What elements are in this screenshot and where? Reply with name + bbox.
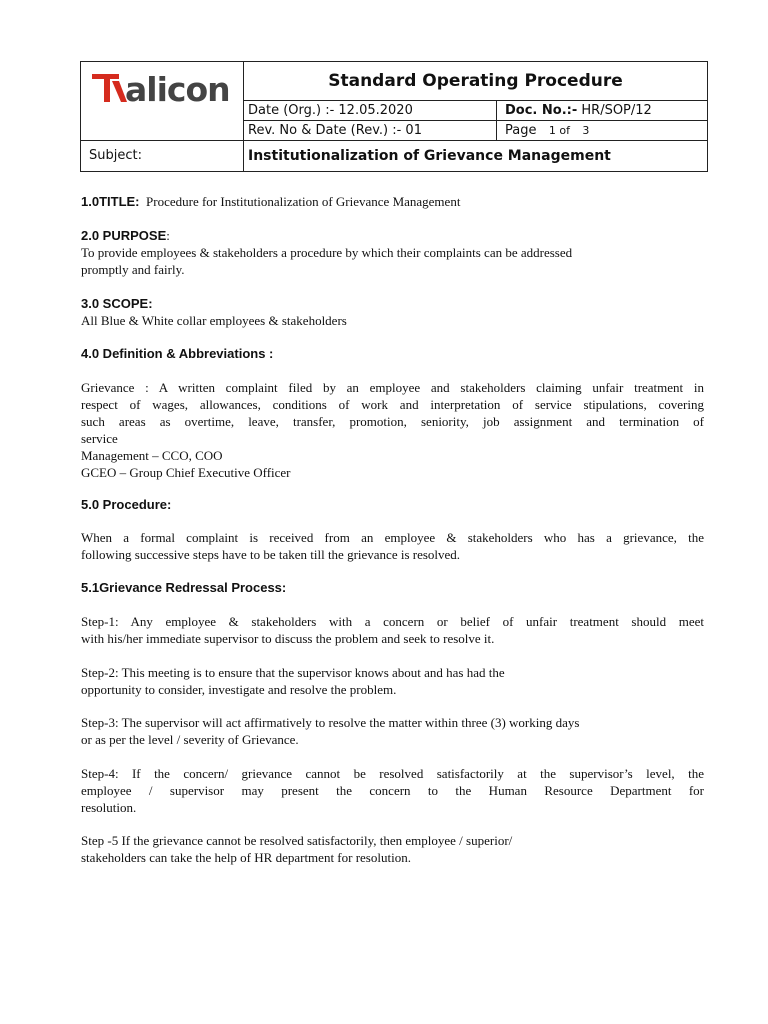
- step2-line-1: Step-2: This meeting is to ensure that the supervisor knows about and has had the: [81, 665, 505, 680]
- title-heading: 1.0TITLE:: [81, 194, 140, 209]
- gceo-def: GCEO – Group Chief Executive Officer: [81, 465, 291, 480]
- alicon-logo: [89, 68, 239, 108]
- section-purpose: [81, 227, 704, 278]
- procedure-line-2: following successive steps have to be taken till the grievance is resolved.: [81, 547, 461, 562]
- grievance-def-line-1: Grievance : A written complaint filed by an employee and stakeholders claiming unfair treatment in: [81, 380, 704, 395]
- purpose-line-2: promptly and fairly.: [81, 262, 185, 277]
- page-indicator: [497, 121, 707, 141]
- logo-cell: [81, 62, 244, 141]
- page-label: Page: [505, 123, 537, 138]
- step5-line-2: stakeholders can take the help of HR department for resolution.: [81, 850, 411, 865]
- step-4: [81, 765, 704, 816]
- grievance-def-line-2: respect of wages, allowances, conditions of work and interpretation of service stipulations, covering: [81, 397, 704, 412]
- title-text: Procedure for Institutionalization of Grievance Management: [146, 194, 461, 209]
- section-definitions: [81, 379, 704, 481]
- procedure-line-1: When a formal complaint is received from an employee & stakeholders who has a grievance, the: [81, 530, 704, 545]
- procedure-heading: 5.0 Procedure:: [81, 497, 172, 512]
- section-definitions-heading: [81, 345, 704, 362]
- section-scope: [81, 295, 704, 329]
- step-2: [81, 664, 704, 698]
- sop-title: Standard Operating Procedure: [244, 62, 707, 101]
- step4-line-1: Step-4: If the concern/ grievance cannot be resolved satisfactorily at the supervisor’s level, the: [81, 766, 704, 781]
- step2-line-2: opportunity to consider, investigate and resolve the problem.: [81, 682, 397, 697]
- step4-line-2: employee / supervisor may present the concern to the Human Resource Department for: [81, 783, 704, 798]
- subject-label: Subject:: [81, 141, 244, 171]
- step-1: [81, 613, 704, 647]
- grievance-def-line-3: such areas as overtime, leave, transfer, promotion, seniority, job assignment and termination of: [81, 414, 704, 429]
- redressal-heading: 5.1Grievance Redressal Process:: [81, 580, 287, 595]
- step3-line-2: or as per the level / severity of Grievance.: [81, 732, 299, 747]
- grievance-def-line-4: service: [81, 431, 118, 446]
- step-5: [81, 832, 704, 866]
- step1-line-2: with his/her immediate supervisor to discuss the problem and seek to resolve it.: [81, 631, 495, 646]
- step5-line-1: Step -5 If the grievance cannot be resolved satisfactorily, then employee / superior/: [81, 833, 513, 848]
- step3-line-1: Step-3: The supervisor will act affirmatively to resolve the matter within three (3) working days: [81, 715, 580, 730]
- definitions-heading: 4.0 Definition & Abbreviations :: [81, 346, 274, 361]
- step4-line-3: resolution.: [81, 800, 137, 815]
- page-total: 3: [582, 124, 590, 137]
- purpose-colon: :: [166, 228, 170, 243]
- management-def: Management – CCO, COO: [81, 448, 223, 463]
- date-org: Date (Org.) :- 12.05.2020: [244, 101, 497, 121]
- section-title: [81, 193, 704, 210]
- step-3: [81, 714, 704, 748]
- section-redressal-heading: [81, 579, 704, 596]
- subject-value: Institutionalization of Grievance Management: [248, 148, 611, 164]
- section-procedure-heading: [81, 496, 704, 513]
- revision-number: Rev. No & Date (Rev.) :- 01: [244, 121, 497, 141]
- doc-no-label: Doc. No.:-: [505, 103, 578, 118]
- purpose-heading: 2.0 PURPOSE: [81, 228, 167, 243]
- scope-heading: 3.0 SCOPE:: [81, 296, 153, 311]
- page-number: 1 of: [548, 124, 570, 137]
- doc-number: [497, 101, 707, 121]
- doc-no-value: HR/SOP/12: [577, 103, 652, 118]
- svg-text:alicon: alicon: [125, 70, 230, 108]
- section-procedure: [81, 529, 704, 563]
- scope-text: All Blue & White collar employees & stakeholders: [81, 313, 347, 328]
- purpose-line-1: To provide employees & stakeholders a procedure by which their complaints can be addressed: [81, 245, 573, 260]
- sop-header-table: [80, 61, 708, 172]
- step1-line-1: Step-1: Any employee & stakeholders with a concern or belief of unfair treatment should meet: [81, 614, 704, 629]
